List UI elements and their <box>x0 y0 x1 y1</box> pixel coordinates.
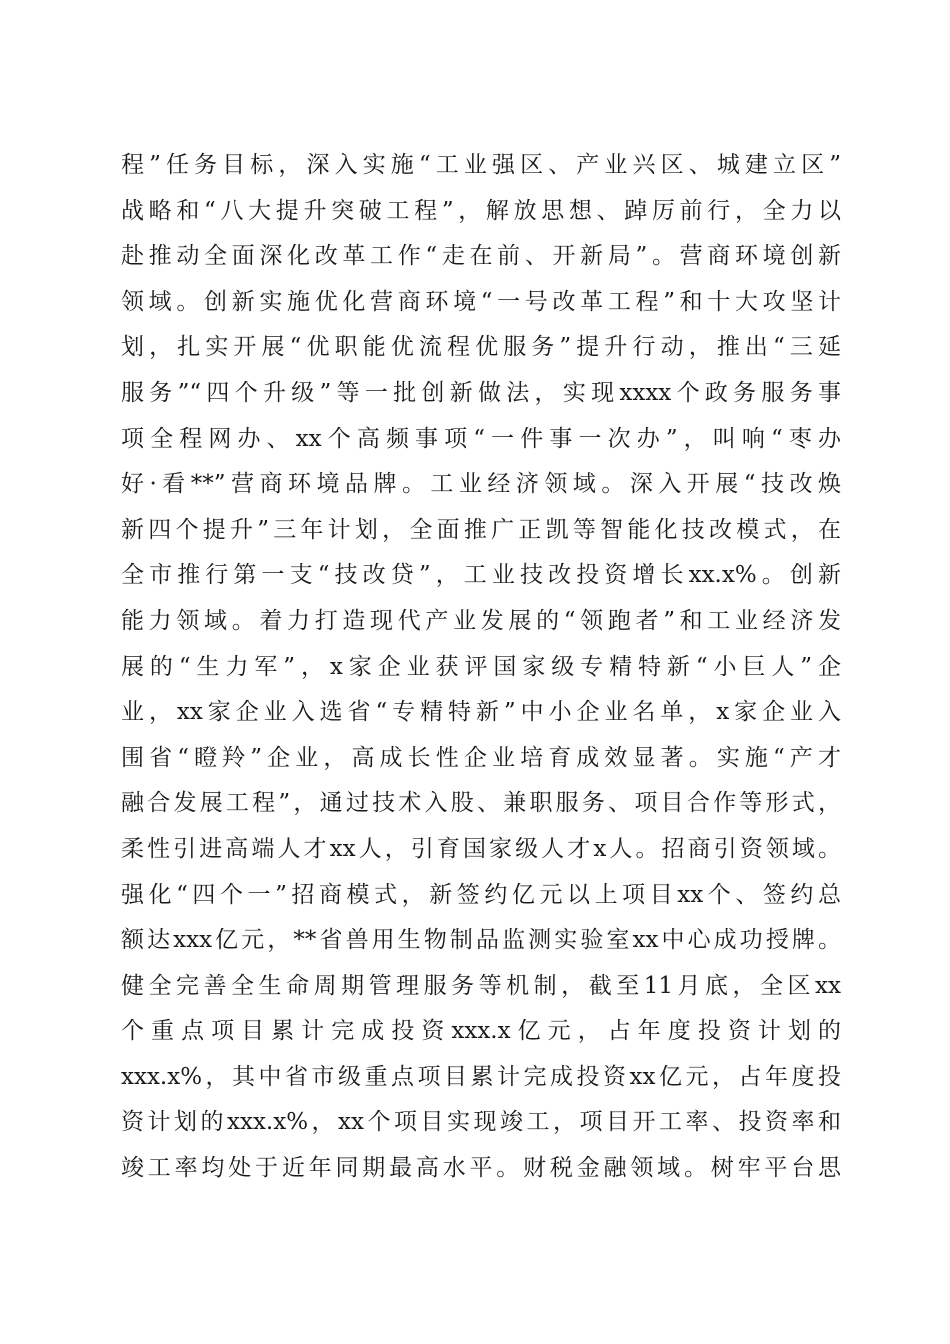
text-line: 竣工率均处于近年同期最高水平。财税金融领域。树牢平台思 <box>121 1155 841 1182</box>
text-line: 程”任务目标，深入实施“工业强区、产业兴区、城建立区” <box>121 152 841 178</box>
text-line: 个重点项目累计完成投资xxx.x亿元，占年度投资计划的 <box>121 1018 841 1045</box>
text-line: 项全程网办、xx个高频事项“一件事一次办”，叫响“枣办 <box>121 425 841 452</box>
text-line: 资计划的xxx.x%，xx个项目实现竣工，项目开工率、投资率和 <box>121 1109 841 1136</box>
text-line: 划，扎实开展“优职能优流程优服务”提升行动，推出“三延 <box>121 334 841 361</box>
text-line: 额达xxx亿元，**省兽用生物制品监测实验室xx中心成功授牌。 <box>121 927 841 954</box>
text-line: 柔性引进高端人才xx人，引育国家级人才x人。招商引资领域。 <box>121 835 841 862</box>
body-paragraph <box>121 143 841 1192</box>
text-line: 健全完善全生命周期管理服务等机制，截至11月底，全区xx <box>121 972 841 999</box>
text-line: 赴推动全面深化改革工作“走在前、开新局”。营商环境创新 <box>121 243 841 270</box>
text-line: 领域。创新实施优化营商环境“一号改革工程”和十大攻坚计 <box>121 288 841 315</box>
text-line: xxx.x%，其中省市级重点项目累计完成投资xx亿元，占年度投 <box>121 1063 841 1090</box>
text-line: 融合发展工程”，通过技术入股、兼职服务、项目合作等形式， <box>121 790 841 817</box>
text-line: 展的“生力军”，x家企业获评国家级专精特新“小巨人”企 <box>121 653 841 680</box>
text-line: 服务”“四个升级”等一批创新做法，实现xxxx个政务服务事 <box>121 379 841 406</box>
text-line: 业，xx家企业入选省“专精特新”中小企业名单，x家企业入 <box>121 699 841 726</box>
text-line: 新四个提升”三年计划，全面推广正凯等智能化技改模式，在 <box>121 516 841 543</box>
text-line: 全市推行第一支“技改贷”，工业技改投资增长xx.x%。创新 <box>121 562 841 589</box>
text-line: 能力领域。着力打造现代产业发展的“领跑者”和工业经济发 <box>121 607 841 634</box>
text-line: 围省“瞪羚”企业，高成长性企业培育成效显著。实施“产才 <box>121 744 841 771</box>
text-line: 强化“四个一”招商模式，新签约亿元以上项目xx个、签约总 <box>121 881 841 908</box>
text-line: 好·看**”营商环境品牌。工业经济领域。深入开展“技改焕 <box>121 471 841 498</box>
text-line: 战略和“八大提升突破工程”，解放思想、踔厉前行，全力以 <box>121 197 841 224</box>
